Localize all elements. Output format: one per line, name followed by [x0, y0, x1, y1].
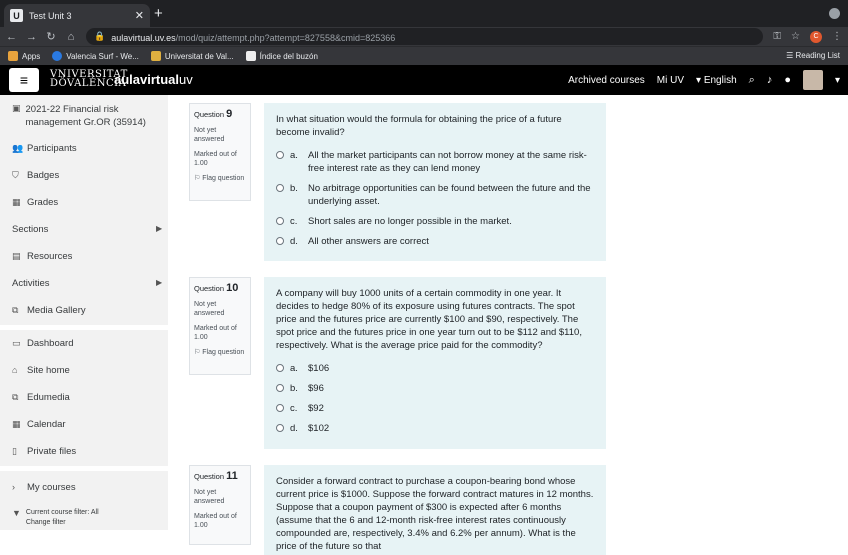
mi-uv-link[interactable]: Mi UV: [656, 74, 685, 86]
answer-option[interactable]: [276, 362, 594, 375]
sidebar-item-label: Media Gallery: [27, 305, 86, 316]
question-label: Question: [194, 472, 225, 481]
answer-option[interactable]: [276, 422, 594, 435]
option-text: $96: [308, 383, 324, 394]
flag-question-link[interactable]: [194, 348, 246, 357]
sidebar-item-label: Edumedia: [27, 392, 70, 403]
search-icon[interactable]: ⌕: [748, 73, 755, 86]
sidebar-item-label: My courses: [27, 482, 76, 493]
option-text: No arbitrage opportunities can be found between the future and the underlying asset.: [308, 183, 591, 207]
answer-option[interactable]: [276, 215, 594, 228]
site-icon: [151, 51, 161, 61]
option-text: All the market participants can not borrow money at the same risk-free interest rate as they can lend money: [308, 150, 587, 174]
course-sidebar: [0, 95, 168, 530]
radio-button[interactable]: [276, 151, 284, 159]
sidebar-item-my-courses[interactable]: [12, 482, 76, 493]
sidebar-divider: [0, 325, 168, 330]
browser-tab-bar: [0, 0, 848, 27]
question-number: [194, 282, 246, 294]
answer-option[interactable]: [276, 182, 594, 208]
question-content: [264, 103, 606, 261]
question-label: Question: [194, 110, 225, 119]
question-content: [264, 465, 606, 555]
option-letter: c.: [290, 403, 298, 414]
media-icon: ⧉: [12, 305, 19, 315]
sidebar-item-dashboard[interactable]: [12, 338, 73, 349]
sidebar-item-sections[interactable]: [12, 224, 163, 235]
question-number: [194, 108, 246, 120]
file-icon: ▯: [12, 446, 17, 456]
course-icon: ▣: [12, 103, 21, 113]
radio-button[interactable]: [276, 404, 284, 412]
question-mark: Marked out of 1.00: [194, 325, 237, 341]
site-brand[interactable]: [114, 72, 193, 87]
table-icon: ▦: [12, 197, 21, 207]
option-letter: d.: [290, 236, 298, 247]
profile-avatar[interactable]: C: [810, 31, 822, 43]
sidebar-item-site-home[interactable]: [12, 365, 70, 376]
answer-option[interactable]: [276, 149, 594, 175]
option-text: All other answers are correct: [308, 236, 429, 247]
sidebar-item-course-filter[interactable]: [12, 508, 112, 528]
brand-suffix: uv: [179, 72, 193, 87]
sidebar-item-label: Resources: [27, 251, 73, 262]
radio-button[interactable]: [276, 184, 284, 192]
question-text: A company will buy 1000 units of a certain commodity in one year. It decides to hedge 80% of its exposure using futures contracts. The spot price and the futures price are currently $100 and $90, respectively. The spot price and the futures price in one year turn out to be $112 and $110, respectively. What is the average price paid for the commodity?: [276, 288, 582, 351]
option-letter: a.: [290, 150, 298, 161]
language-label: English: [703, 74, 737, 86]
question-num: 9: [226, 108, 233, 120]
reading-list-button[interactable]: ☰ Reading List: [786, 51, 840, 60]
answer-option[interactable]: [276, 235, 594, 248]
apps-grid-icon: [8, 51, 18, 61]
question-content: [264, 277, 606, 449]
forward-icon[interactable]: →: [26, 30, 37, 43]
question-text: In what situation would the formula for obtaining the price of a future become invalid?: [276, 114, 562, 138]
bookmark-label: Índice del buzón: [259, 51, 318, 61]
sidebar-item-media-gallery[interactable]: [12, 305, 86, 316]
sidebar-item-activities[interactable]: [12, 278, 163, 289]
question-num: 11: [226, 470, 238, 482]
bookmark-apps[interactable]: [8, 51, 40, 61]
option-text: $92: [308, 403, 324, 414]
sidebar-divider: [0, 466, 168, 471]
sidebar-item-label: Private files: [27, 446, 77, 457]
question-info: [189, 465, 251, 545]
home-icon[interactable]: ⌂: [67, 30, 75, 43]
radio-button[interactable]: [276, 384, 284, 392]
sidebar-item-label: Calendar: [27, 419, 66, 430]
reading-list-label: Reading List: [795, 51, 840, 60]
sidebar-item-label: 2021-22 Financial risk management Gr.OR (35914): [25, 104, 146, 128]
option-letter: b.: [290, 183, 298, 194]
sidebar-item-label: Grades: [27, 197, 59, 208]
chevron-right-icon: ▶: [156, 278, 163, 287]
users-icon: 👥: [12, 143, 24, 153]
sidebar-item-private-files[interactable]: [12, 446, 76, 457]
user-menu-chevron-icon[interactable]: ▾: [834, 74, 840, 86]
radio-button[interactable]: [276, 424, 284, 432]
home-icon: ⌂: [12, 365, 18, 375]
option-letter: c.: [290, 216, 298, 227]
flag-question-link[interactable]: [194, 174, 246, 183]
answer-option[interactable]: [276, 402, 594, 415]
bookmark-universitat[interactable]: [151, 51, 234, 61]
question-mark: Marked out of 1.00: [194, 513, 237, 529]
option-text: $102: [308, 423, 330, 434]
sidebar-item-label: Activities: [12, 278, 50, 289]
flag-label: Flag question: [202, 175, 245, 182]
sidebar-item-course[interactable]: [12, 103, 162, 129]
question-number: [194, 470, 246, 482]
radio-button[interactable]: [276, 217, 284, 225]
archived-courses-link[interactable]: Archived courses: [568, 74, 645, 86]
bell-icon[interactable]: ♪: [766, 74, 773, 86]
question-mark: Marked out of 1.00: [194, 151, 237, 167]
sidebar-item-label: Site home: [27, 365, 70, 376]
hamburger-menu-icon[interactable]: ≡: [9, 68, 39, 92]
chevron-right-icon: ›: [12, 482, 15, 492]
bookmark-valencia-surf[interactable]: [52, 51, 139, 61]
question-num: 10: [226, 282, 239, 294]
sidebar-item-label: Sections: [12, 224, 49, 235]
archive-icon: ▤: [12, 251, 21, 261]
tab-title: Test Unit 3: [29, 10, 72, 21]
option-letter: a.: [290, 363, 298, 374]
bookmarks-bar: [0, 46, 848, 65]
lock-icon: 🔒: [94, 31, 106, 41]
sidebar-item-label: Badges: [27, 170, 60, 181]
bookmark-star-icon[interactable]: ☆: [791, 31, 800, 42]
address-bar[interactable]: [86, 28, 763, 45]
question-info: [189, 277, 251, 375]
logo-line-1: VNIVERSITAT: [50, 69, 128, 80]
sidebar-item-resources[interactable]: [12, 251, 72, 262]
bookmark-mailbox[interactable]: [246, 51, 318, 61]
bookmark-label: Universitat de Val...: [164, 51, 234, 61]
flag-icon: ⚐: [194, 349, 201, 356]
language-menu[interactable]: ▾ English: [696, 74, 737, 86]
sidebar-item-badges[interactable]: [12, 170, 59, 181]
question-status: Not yet answered: [194, 489, 225, 505]
reload-icon[interactable]: ↻: [46, 31, 56, 43]
calendar-icon: ▦: [12, 419, 21, 429]
flag-label: Flag question: [202, 349, 245, 356]
quiz-main: [168, 95, 848, 552]
media-icon: ⧉: [12, 392, 19, 402]
dashboard-icon: ▭: [12, 338, 21, 348]
sidebar-item-label: Participants: [27, 143, 77, 154]
key-icon[interactable]: ⚿: [773, 31, 782, 42]
globe-icon: [52, 51, 62, 61]
brand-main: aulavirtual: [114, 72, 180, 87]
close-tab-icon[interactable]: ✕: [134, 10, 144, 22]
option-letter: b.: [290, 383, 298, 394]
option-text: $106: [308, 363, 330, 374]
site-navbar: [0, 65, 848, 95]
shield-icon: ⛉: [12, 170, 19, 180]
url-path: /mod/quiz/attempt.php?attempt=827558&cmid=825366: [175, 32, 396, 43]
radio-button[interactable]: [276, 364, 284, 372]
mailbox-icon: [246, 51, 256, 61]
answer-option[interactable]: [276, 382, 594, 395]
sidebar-item-calendar[interactable]: [12, 419, 66, 430]
new-tab-icon[interactable]: +: [154, 5, 163, 22]
sidebar-item-label: Current course filter: All Change filter: [25, 509, 99, 526]
window-menu-icon[interactable]: [829, 8, 840, 19]
sidebar-item-grades[interactable]: [12, 197, 58, 208]
question-label: Question: [194, 284, 225, 293]
question-info: [189, 103, 251, 201]
browser-tab[interactable]: [4, 4, 150, 27]
option-text: Short sales are no longer possible in the market.: [308, 216, 512, 227]
question-status: Not yet answered: [194, 127, 225, 143]
radio-button[interactable]: [276, 237, 284, 245]
question-text: Consider a forward contract to purchase a coupon-bearing bond whose current price is $1000. Suppose the forward contract matures in 12 months. Suppose that a coupon payment of $300 is expected after 6 months (assume that the 6 and 12-month risk-free interest rates continuously compounded are, respectively, 3.4% and 6.2% per annum). What is the price of the future so that: [276, 476, 594, 552]
option-letter: d.: [290, 423, 298, 434]
url-host: aulavirtual.uv.es: [111, 32, 176, 43]
question-status: Not yet answered: [194, 301, 225, 317]
browser-menu-icon[interactable]: ⋮: [832, 31, 842, 42]
sidebar-item-participants[interactable]: [12, 143, 77, 154]
browser-toolbar: [0, 27, 848, 46]
sidebar-item-edumedia[interactable]: [12, 392, 70, 403]
logo-line-2: DÖVALÈNCIA: [50, 78, 127, 89]
messages-icon[interactable]: ●: [784, 74, 791, 86]
bookmark-label: Apps: [22, 51, 41, 61]
sidebar-item-label: Dashboard: [27, 338, 74, 349]
favicon-icon: U: [10, 9, 23, 22]
back-icon[interactable]: ←: [6, 30, 17, 43]
filter-icon: ▼: [12, 508, 21, 518]
user-avatar[interactable]: [803, 70, 823, 90]
chevron-right-icon: ▶: [156, 224, 163, 233]
bookmark-label: Valencia Surf - We...: [66, 51, 139, 61]
flag-icon: ⚐: [194, 175, 201, 182]
